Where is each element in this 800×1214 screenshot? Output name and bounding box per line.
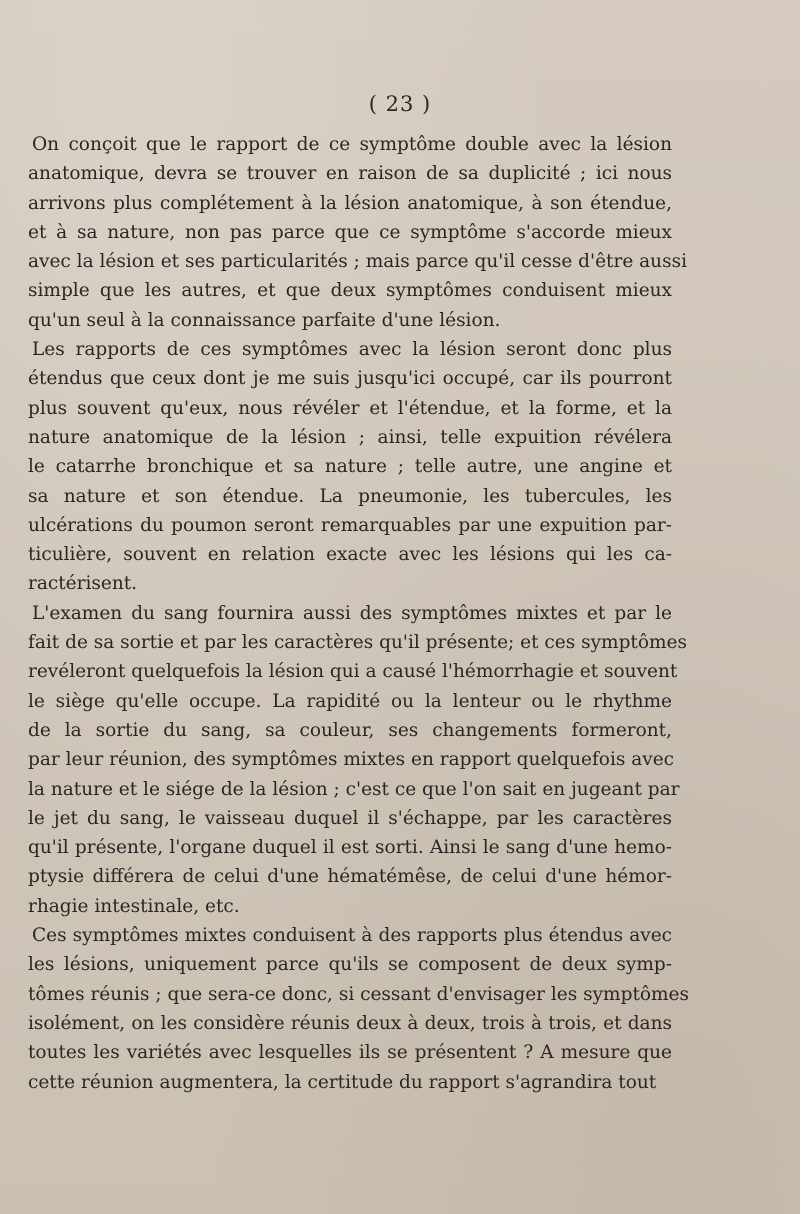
text-line: plus souvent qu'eux, nous révéler et l'étendue, et la forme, et la <box>28 397 672 419</box>
text-line: Ces symptômes mixtes conduisent à des rapports plus étendus avec <box>32 925 672 947</box>
text-line: rhagie intestinale, etc. <box>28 895 240 917</box>
text-line: simple que les autres, et que deux symptômes conduisent mieux <box>28 280 672 302</box>
text-line: ptysie différera de celui d'une hématémêse, de celui d'une hémor- <box>28 866 672 888</box>
text-line: les lésions, uniquement parce qu'ils se composent de deux symp- <box>28 954 672 976</box>
text-line: et à sa nature, non pas parce que ce symptôme s'accorde mieux <box>28 221 672 243</box>
text-line: ticulière, souvent en relation exacte avec les lésions qui les ca- <box>28 544 672 566</box>
paragraph <box>28 130 687 335</box>
text-line: On conçoit que le rapport de ce symptôme double avec la lésion <box>32 134 672 155</box>
text-line: L'examen du sang fournira aussi des symptômes mixtes et par le <box>32 602 672 624</box>
page-number: ( 23 ) <box>368 92 432 116</box>
text-line: avec la lésion et ses particularités ; mais parce qu'il cesse d'être aussi <box>28 251 687 273</box>
text-line: ulcérations du poumon seront remarquables par une expuition par- <box>28 514 672 536</box>
text-line: par leur réunion, des symptômes mixtes en rapport quelquefois avec <box>28 749 675 771</box>
text-line: nature anatomique de la lésion ; ainsi, telle expuition révélera <box>28 426 672 448</box>
text-line: toutes les variétés avec lesquelles ils se présentent ? A mesure que <box>28 1042 672 1064</box>
body-text <box>28 130 689 1097</box>
text-line: fait de sa sortie et par les caractères qu'il présente; et ces symptômes <box>28 632 687 654</box>
paragraph <box>28 599 687 921</box>
text-line: sa nature et son étendue. La pneumonie, les tubercules, les <box>28 485 672 507</box>
text-line: étendus que ceux dont je me suis jusqu'ici occupé, car ils pourront <box>28 368 672 390</box>
text-line: le jet du sang, le vaisseau duquel il s'échappe, par les caractères <box>28 807 672 829</box>
text-line: anatomique, devra se trouver en raison de sa duplicité ; ici nous <box>28 163 672 185</box>
text-line: isolément, on les considère réunis deux à deux, trois à trois, et dans <box>28 1012 672 1034</box>
text-line: Les rapports de ces symptômes avec la lésion seront donc plus <box>32 339 672 361</box>
text-line: ractérisent. <box>28 573 138 595</box>
text-line: de la sortie du sang, sa couleur, ses changements formeront, <box>28 719 672 741</box>
text-line: cette réunion augmentera, la certitude du rapport s'agrandira tout <box>28 1071 657 1093</box>
text-line: la nature et le siége de la lésion ; c'est ce que l'on sait en jugeant par <box>28 778 680 800</box>
paragraph <box>28 921 689 1097</box>
text-line: qu'il présente, l'organe duquel il est sorti. Ainsi le sang d'une hemo- <box>28 837 672 859</box>
text-line: revéleront quelquefois la lésion qui a causé l'hémorrhagie et souvent <box>28 661 678 683</box>
text-line: qu'un seul à la connaissance parfaite d'une lésion. <box>28 309 501 331</box>
text-line: le catarrhe bronchique et sa nature ; telle autre, une angine et <box>28 456 672 478</box>
text-line: tômes réunis ; que sera-ce donc, si cessant d'envisager les symptômes <box>28 983 689 1005</box>
text-line: le siège qu'elle occupe. La rapidité ou la lenteur ou le rhythme <box>28 690 672 712</box>
paragraph <box>28 335 672 599</box>
text-line: arrivons plus complétement à la lésion anatomique, à son étendue, <box>28 192 672 214</box>
